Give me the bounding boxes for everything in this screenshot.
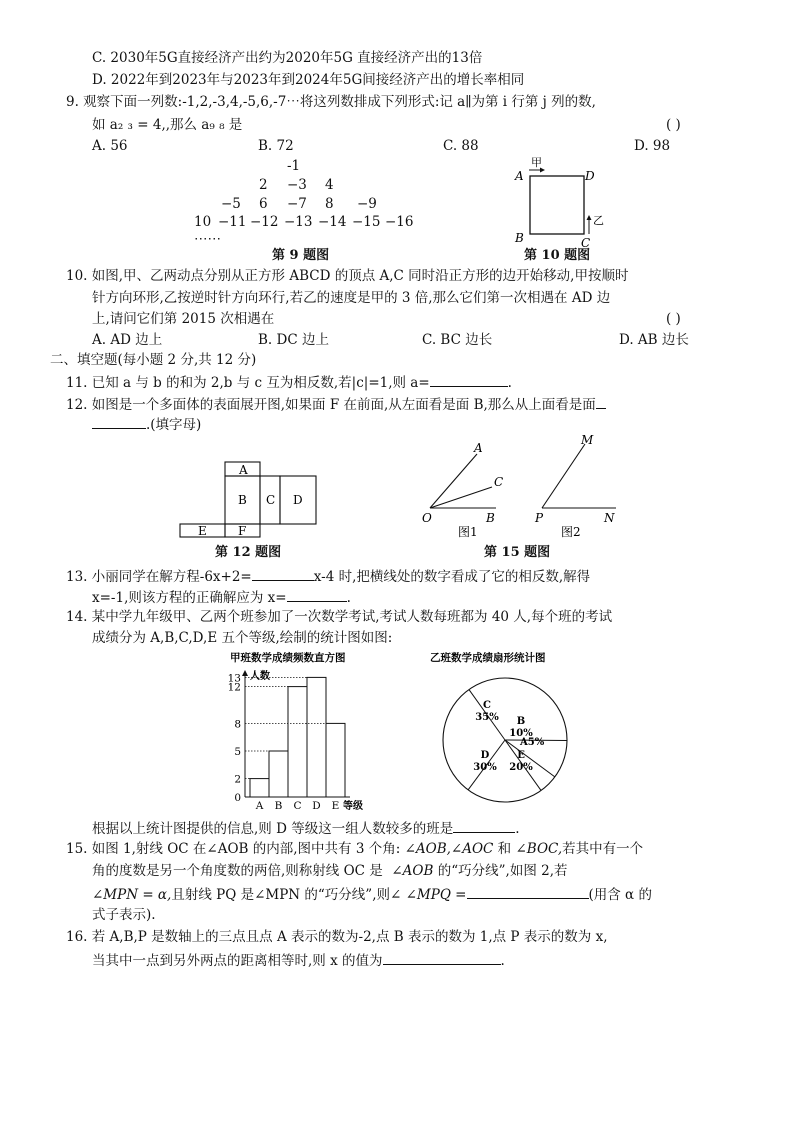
q9-option-b: B. 72 [258,138,294,154]
y-tick-label: 13 [227,672,241,685]
q12-stem-line1 [66,394,606,414]
fig1-label-a: A [474,441,483,455]
q15-math-d: ∠MPN = α, [92,887,172,903]
tri-cell: −16 [385,214,414,230]
q16-text-b: . [500,953,505,969]
pie-category: C [483,700,491,711]
fig2-caption: 图2 [561,525,581,539]
tri-cell: 6 [259,196,268,212]
tri-cell: −5 [221,196,241,212]
net-face-f: F [238,524,247,538]
label-jia: 甲 [531,156,542,169]
y-axis-arrow [242,670,248,676]
bar [250,779,269,797]
q12-end: .(填字母) [146,417,202,433]
q10-stem-line1: 10. 如图,甲、乙两动点分别从正方形 ABCD 的顶点 A,C 同时沿正方形的边开始移动,甲按顺时 [66,268,629,284]
q14-text-a: 根据以上统计图提供的信息,则 D 等级这一组人数较多的班是 [92,821,454,837]
chart-title: 乙班数学成绩扇形统计图 [430,652,546,664]
q9-answer-paren: ( ) [666,117,681,133]
q15-stem-line3 [92,884,652,904]
ray-pm [542,444,585,508]
q9-option-c: C. 88 [443,138,479,154]
q16-text-a: 当其中一点到另外两点的距离相等时,则 x 的值为 [92,953,383,969]
q10-option-b: B. DC 边上 [258,332,329,348]
x-tick-label: A [255,800,264,812]
q14-text-b: . [515,821,520,837]
q10-option-a: A. AD 边上 [92,332,163,348]
pie-percent: 35% [475,712,499,723]
net-face-c: C [266,493,276,507]
fig2-label-p: P [535,511,544,525]
pie-category: E [517,750,525,761]
q10-stem-line3: 上,请问它们第 2015 次相遇在 [92,311,275,327]
q15-math-c: ∠AOB [391,863,434,879]
q11-stem [66,372,512,392]
q13-text-a: 13. 小丽同学在解方程-6x+2= [66,569,252,585]
q14-question [92,818,520,838]
pie-percent: 10% [509,728,533,739]
label-b: B [515,231,524,245]
q11-answer-blank[interactable] [430,372,508,387]
tri-dots: ⋯⋯ [194,231,221,247]
q12-stem-line2 [92,414,201,434]
q14-answer-blank[interactable] [453,818,515,833]
tri-cell: −13 [284,214,313,230]
q9-option-a: A. 56 [92,138,128,154]
fig1-label-c: C [494,475,504,489]
tri-cell: 8 [325,196,334,212]
x-tick-label: D [312,800,321,812]
q12-answer-blank-a[interactable] [596,394,606,409]
x-axis-label: 等级 [343,801,363,812]
pie-percent: 30% [473,762,497,773]
pie-category: D [480,750,490,761]
q13-stem-line2 [92,587,351,607]
label-c: C [581,236,591,248]
q15-text-g: (用含 α 的 [588,887,652,903]
q15-text-e: 的“巧分线”,如图 2,若 [437,863,568,879]
q14-stem-line1: 14. 某中学九年级甲、乙两个班参加了一次数学考试,考试人数每班都为 40 人,每个班的考试 [66,609,613,625]
q15-text-f: 且射线 PQ 是∠MPN 的“巧分线”,则∠ [171,887,402,903]
q9-figure-caption: 第 9 题图 [272,248,330,263]
fig1-label-b: B [486,511,495,525]
tri-cell: −15 [352,214,381,230]
tri-cell: −9 [357,196,377,212]
q15-stem-line2 [92,862,568,880]
yi-arrowhead [587,215,592,220]
net-face-a: A [239,463,248,477]
bar [269,751,288,797]
pie-label: A5% [520,737,545,748]
q15-text-c: 若其中有一个 [562,841,644,857]
bar [288,687,307,797]
net-face-e: E [198,524,207,538]
q10-answer-paren: ( ) [666,311,681,327]
q16-answer-blank[interactable] [383,950,501,965]
q13-text-b: x-4 时,把横线处的数字看成了它的相反数,解得 [313,569,591,585]
q15-stem-line1 [66,840,643,858]
pie-category: B [516,716,526,727]
tri-cell: −12 [250,214,279,230]
q15-math-b: ∠BOC, [515,841,563,857]
tri-cell: 2 [259,177,268,193]
y-tick-label: 2 [234,773,241,786]
bar [307,677,326,797]
tri-cell: −7 [287,196,307,212]
q15-math-e: ∠MPQ = [405,887,467,903]
square-abcd [530,176,584,234]
y-tick-label: 0 [234,792,241,804]
q13-answer-blank[interactable] [287,587,347,602]
tri-cell: -1 [287,158,301,174]
tri-cell: −3 [287,177,307,193]
q12-text: 12. 如图是一个多面体的表面展开图,如果面 F 在前面,从左面看是面 B,那么从上面看是面 [66,397,596,413]
x-tick-label: B [274,800,283,812]
q16-stem-line1: 16. 若 A,B,P 是数轴上的三点且点 A 表示的数为-2,点 B 表示的数为 1,点 P 表示的数为 x, [66,929,608,945]
net-face-b: B [238,493,247,507]
tri-cell: −11 [218,214,247,230]
tri-cell: 10 [194,214,212,230]
fig2-label-m: M [581,433,594,447]
section-heading: 二、填空题(每小题 2 分,共 12 分) [50,352,257,368]
q15-text-a: 15. 如图 1,射线 OC 在∠AOB 的内部,图中共有 3 个角: [66,841,401,857]
q12-net-figure [175,457,325,539]
class-a-histogram [210,650,395,812]
q13-blank-a[interactable] [252,566,314,581]
x-tick-label: C [293,800,302,812]
q15-text-d: 角的度数是另一个角度数的两倍,则称射线 OC 是 [92,863,383,879]
q10-option-c: C. BC 边长 [422,332,493,348]
q13-stem-line1 [66,566,590,586]
q12-answer-blank-b[interactable] [92,414,146,429]
q13-text-d: . [346,590,351,606]
bar [326,723,345,797]
label-d: D [585,169,595,183]
tri-cell: 4 [325,177,334,193]
x-tick-label: E [331,800,340,812]
q16-stem-line2 [92,950,505,970]
q10-figure-caption: 第 10 题图 [524,248,591,263]
q10-square-figure [505,152,615,248]
q13-text-c: x=-1,则该方程的正确解应为 x= [92,590,287,606]
q9-stem-line1: 9. 观察下面一列数:-1,2,-3,4,-5,6,-7⋯将这列数排成下列形式:记 a∥为第 i 行第 j 列的数, [66,94,596,110]
y-tick-label: 12 [227,681,241,694]
q15-math-a: ∠AOB,∠AOC [404,841,494,857]
q15-angle-figures [420,432,620,544]
q8-option-c: C. 2030年5G直接经济产出约为2020年5G 直接经济产出的13倍 [92,50,483,66]
pie-percent: 20% [509,762,533,773]
fig1-label-o: O [422,511,432,525]
q15-answer-blank[interactable] [467,884,589,899]
q9-stem-line2: 如 a₂ ₃ = 4,,那么 a₉ ₈ 是 [92,117,243,133]
class-b-pie-chart [430,650,580,810]
q15-figure-caption: 第 15 题图 [484,545,551,560]
q15-stem-line4: 式子表示). [92,907,156,923]
q10-stem-line2: 针方向环形,乙按逆时针方向环行,若乙的速度是甲的 3 倍,那么它们第一次相遇在 AD 边 [92,290,611,306]
q14-stem-line2: 成绩分为 A,B,C,D,E 五个等级,绘制的统计图如图: [92,630,393,646]
q11-text: 11. 已知 a 与 b 的和为 2,b 与 c 互为相反数,若|c|=1,则 a= [66,375,430,391]
q9-option-d: D. 98 [634,138,671,154]
fig2-label-n: N [604,511,615,525]
label-yi: 乙 [593,214,604,227]
q12-figure-caption: 第 12 题图 [215,545,282,560]
y-tick-label: 8 [234,718,241,731]
net-face-d: D [293,493,303,507]
q8-option-d: D. 2022年到2023年与2023年到2024年5G间接经济产出的增长率相同 [92,72,525,88]
q10-option-d: D. AB 边长 [619,332,689,348]
y-tick-label: 5 [234,746,241,758]
tri-cell: −14 [318,214,347,230]
y-axis-label: 人数 [250,671,270,682]
q11-end: . [507,375,512,391]
q15-text-b: 和 [497,841,512,857]
chart-title: 甲班数学成绩频数直方图 [230,652,346,664]
fig1-caption: 图1 [458,525,478,539]
label-a: A [515,169,524,183]
